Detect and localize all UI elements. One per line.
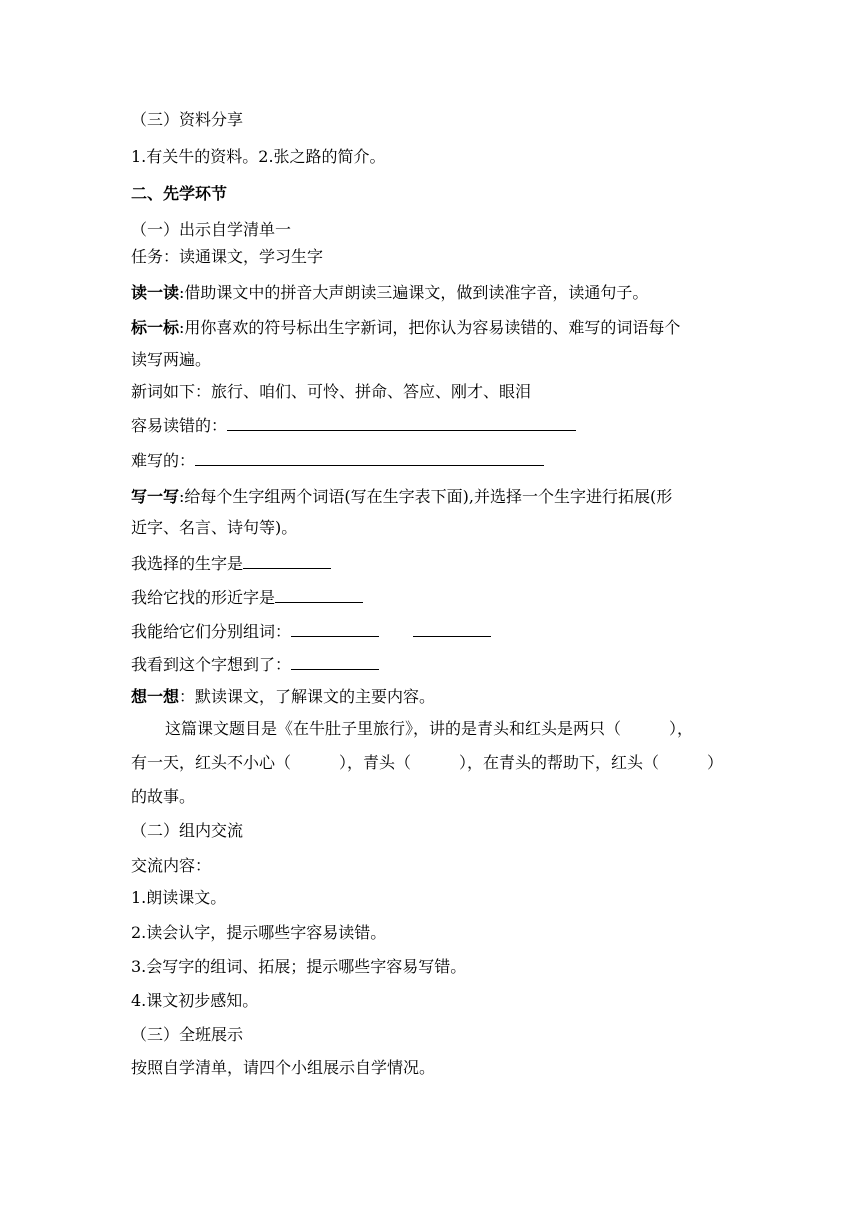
hard-write-blank[interactable] bbox=[195, 451, 544, 466]
task-line: 任务：读通课文，学习生字 bbox=[131, 247, 324, 266]
mark-line bbox=[131, 317, 680, 339]
new-words-line: 新词如下：旅行、咱们、可怜、拼命、答应、刚才、眼泪 bbox=[131, 382, 532, 401]
combine-blank-1[interactable] bbox=[291, 622, 379, 637]
combine-label: 我能给它们分别组词： bbox=[131, 622, 292, 641]
hard-write-label: 难写的： bbox=[131, 451, 196, 470]
combine-blank-2[interactable] bbox=[413, 622, 491, 637]
easy-wrong-label: 容易读错的： bbox=[131, 416, 228, 435]
mark-line-2: 读写两遍。 bbox=[131, 350, 212, 369]
sub-heading-2: （二）组内交流 bbox=[131, 821, 244, 840]
show-line: 按照自学清单，请四个小组展示自学情况。 bbox=[131, 1058, 436, 1077]
read-label: 读一读 bbox=[131, 283, 180, 302]
chosen-blank[interactable] bbox=[243, 554, 331, 569]
easy-wrong-blank[interactable] bbox=[227, 416, 576, 431]
think-label: 想一想 bbox=[131, 687, 180, 706]
similar-line bbox=[131, 587, 363, 609]
ziliao-items: 1.有关牛的资料。2.张之路的简介。 bbox=[131, 147, 386, 166]
think-of-line bbox=[131, 654, 379, 676]
sub-heading-1: （一）出示自学清单一 bbox=[131, 220, 292, 239]
similar-blank[interactable] bbox=[275, 588, 363, 603]
heading-xianxue: 二、先学环节 bbox=[131, 184, 228, 203]
mark-label: 标一标 bbox=[131, 318, 180, 337]
write-text: :给每个生字组两个词语(写在生字表下面),并选择一个生字进行拓展(形 bbox=[179, 487, 673, 506]
exchange-item-3: 3.会写字的组词、拓展；提示哪些字容易写错。 bbox=[131, 957, 467, 976]
hard-write-line bbox=[131, 450, 544, 472]
sub-heading-3: （三）全班展示 bbox=[131, 1025, 244, 1044]
similar-label: 我给它找的形近字是 bbox=[131, 588, 276, 607]
write-label: 写一写 bbox=[131, 487, 180, 506]
exchange-item-4: 4.课文初步感知。 bbox=[131, 991, 259, 1010]
mark-text: :用你喜欢的符号标出生字新词，把你认为容易读错的、难写的词语每个 bbox=[179, 318, 681, 337]
think-line bbox=[131, 686, 435, 708]
think-text: ：默读课文，了解课文的主要内容。 bbox=[179, 687, 436, 706]
summary-line-1: 这篇课文题目是《在牛肚子里旅行》，讲的是青头和红头是两只（ ）， bbox=[165, 719, 694, 738]
think-of-label: 我看到这个字想到了： bbox=[131, 655, 292, 674]
chosen-line bbox=[131, 553, 331, 575]
section-heading-ziliao: （三）资料分享 bbox=[131, 110, 244, 129]
chosen-label: 我选择的生字是 bbox=[131, 554, 244, 573]
write-line-2: 近字、名言、诗句等)。 bbox=[131, 518, 298, 537]
combine-line bbox=[131, 621, 491, 643]
summary-line-3: 的故事。 bbox=[131, 787, 196, 806]
easy-wrong-line bbox=[131, 415, 576, 437]
read-text: :借助课文中的拼音大声朗读三遍课文，做到读准字音，读通句子。 bbox=[179, 283, 649, 302]
exchange-item-1: 1.朗读课文。 bbox=[131, 888, 227, 907]
exchange-line: 交流内容： bbox=[131, 856, 212, 875]
read-line bbox=[131, 282, 648, 304]
summary-line-2: 有一天，红头不小心（ ），青头（ ），在青头的帮助下，红头（ ） bbox=[131, 753, 724, 772]
think-of-blank[interactable] bbox=[291, 655, 379, 670]
exchange-item-2: 2.读会认字，提示哪些字容易读错。 bbox=[131, 923, 387, 942]
write-line bbox=[131, 486, 672, 508]
